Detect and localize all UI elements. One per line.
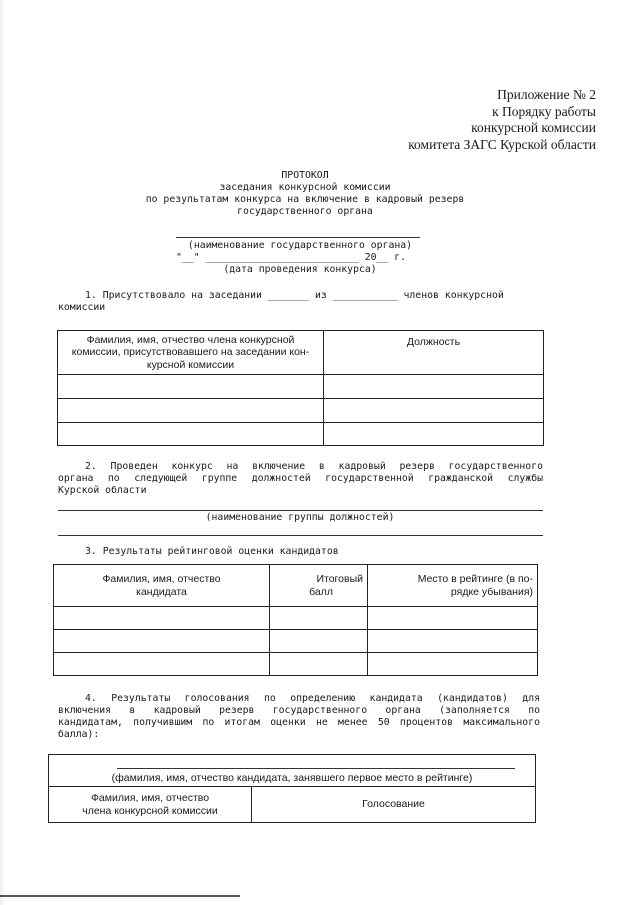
attendance-header-name — [58, 331, 324, 375]
appendix-line-2: к Порядку работы — [492, 103, 596, 119]
table-cell[interactable] — [368, 630, 538, 653]
rating-header-place-line: Место в рейтинге (в по- — [417, 573, 533, 585]
table-cell[interactable] — [54, 607, 270, 630]
rating-header-place-line: рядке убывания) — [450, 585, 533, 598]
group-name-line-2 — [58, 535, 543, 536]
group-name-caption: (наименование группы должностей) — [205, 512, 395, 523]
attendance-header-name-line: комиссии, присутствовавшего на заседании кон- — [71, 346, 310, 359]
section4-line2-text: включения в кадровый резерв государственного органа (заполняется по — [58, 705, 540, 716]
table-cell[interactable] — [324, 399, 544, 423]
table-cell[interactable] — [54, 653, 270, 676]
table-cell[interactable] — [58, 375, 324, 399]
date-caption: (дата проведения конкурса) — [223, 264, 377, 275]
voting-candidate-caption: (фамилия, имя, отчество кандидата, занявшего первое место в рейтинге) — [111, 771, 473, 784]
scan-edge — [0, 0, 3, 905]
org-name-caption: (наименование государственного органа) — [187, 240, 413, 251]
candidate-name-line — [117, 768, 515, 769]
table-cell[interactable] — [368, 653, 538, 676]
rating-header-place — [368, 565, 538, 607]
protocol-subtitle-3: государственного органа — [237, 206, 373, 217]
rating-header-name-line: кандидата — [136, 585, 187, 598]
table-cell[interactable] — [270, 630, 368, 653]
protocol-title: ПРОТОКОЛ — [281, 170, 329, 181]
voting-header-vote: Голосование — [252, 787, 536, 823]
table-cell[interactable] — [270, 607, 368, 630]
section2-text-line3: Курской области — [58, 485, 147, 496]
appendix-line-3: конкурсной комиссии — [471, 120, 596, 135]
rating-header-score-line: балл — [309, 585, 333, 598]
protocol-subtitle-1: заседания конкурсной комиссии — [219, 182, 391, 193]
rating-table — [53, 564, 538, 676]
page-bottom-rule — [0, 895, 240, 897]
attendance-header-position: Должность — [324, 331, 544, 375]
section4-text-line1 — [85, 693, 540, 705]
appendix-line-1: Приложение № 2 — [497, 87, 596, 102]
rating-header-name — [54, 565, 270, 607]
table-cell[interactable] — [54, 630, 270, 653]
appendix-block — [408, 87, 596, 153]
date-line: "__" __________________________ 20__ г. — [176, 252, 407, 263]
voting-header-member-line: Фамилия, имя, отчество — [90, 792, 210, 804]
protocol-subtitle-2: по результатам конкурса на включение в кадровый резерв — [145, 194, 465, 205]
org-name-line — [176, 237, 420, 238]
attendance-table — [57, 330, 544, 446]
section1-text-line1: 1. Присутствовало на заседании _______ из ___________ членов конкурсной — [85, 290, 504, 301]
table-cell[interactable] — [368, 607, 538, 630]
voting-table — [48, 754, 536, 823]
attendance-header-name-line: курсной комиссии — [146, 358, 235, 371]
attendance-header-name-line: Фамилия, имя, отчество члена конкурсной — [86, 333, 295, 346]
section2-text-line2 — [58, 473, 543, 485]
section4-text-line2 — [58, 705, 540, 717]
rating-header-name-line: Фамилия, имя, отчество — [102, 573, 221, 585]
table-cell[interactable] — [58, 423, 324, 446]
section4-text-line3 — [58, 717, 540, 729]
section4-text-line4: балла): — [58, 729, 100, 740]
voting-candidate-cell[interactable] — [49, 755, 536, 787]
voting-header-member — [49, 787, 252, 823]
rating-header-score — [270, 565, 368, 607]
section4-line1-text: 4. Результаты голосования по определению кандидата (кандидатов) для — [85, 693, 540, 704]
table-cell[interactable] — [58, 399, 324, 423]
table-cell[interactable] — [270, 653, 368, 676]
table-cell[interactable] — [324, 375, 544, 399]
rating-header-score-line: Итоговый — [316, 573, 363, 585]
section4-line3-text: кандидатам, получившим по итогам оценки не менее 50 процентов максимального — [58, 717, 540, 728]
section3-heading: 3. Результаты рейтинговой оценки кандидатов — [85, 546, 339, 557]
voting-header-member-line: члена конкурсной комиссии — [82, 804, 218, 817]
section2-line1-text: 2. Проведен конкурс на включение в кадровый резерв государственного — [85, 461, 543, 472]
group-name-line — [58, 510, 543, 511]
section1-text-line2: комиссии — [58, 302, 106, 313]
appendix-line-4: комитета ЗАГС Курской области — [408, 136, 596, 152]
section2-line2-text: органа по следующей группе должностей государственной гражданской службы — [58, 473, 543, 484]
table-cell[interactable] — [324, 423, 544, 446]
section2-text-line1 — [85, 461, 543, 473]
